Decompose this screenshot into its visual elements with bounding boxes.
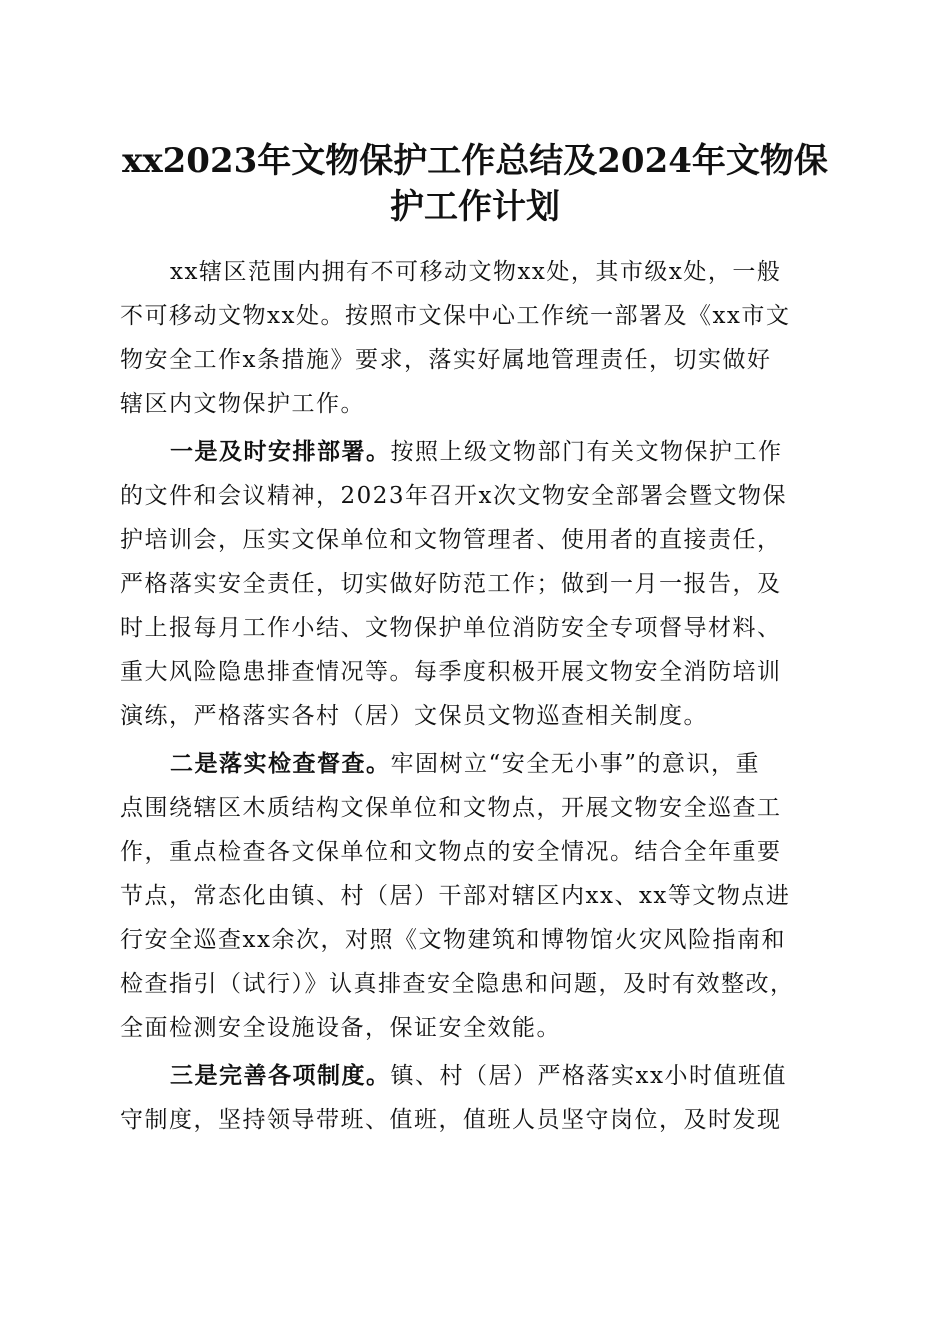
paragraph-line: 全面检测安全设施设备，保证安全效能。 xyxy=(120,1015,561,1041)
document-title xyxy=(110,138,840,230)
paragraph-line xyxy=(120,430,832,474)
section-lead-heading: 三是完善各项制度。 xyxy=(170,1062,391,1089)
paragraph-line: 重大风险隐患排查情况等。每季度积极开展文物安全消防培训 xyxy=(120,659,782,685)
paragraph-line: 时上报每月工作小结、文物保护单位消防安全专项督导材料、 xyxy=(120,615,782,641)
title-line: 护工作计划 xyxy=(390,187,560,227)
title-line: xx2023年文物保护工作总结及2024年文物保 xyxy=(122,141,828,181)
paragraph-line: 节点，常态化由镇、村（居）干部对辖区内xx、xx等文物点进 xyxy=(120,883,791,909)
document-body xyxy=(120,250,832,1146)
paragraph-line: 检查指引（试行）》认真排查安全隐患和问题，及时有效整改， xyxy=(120,971,795,997)
paragraph-line: 演练，严格落实各村（居）文保员文物巡查相关制度。 xyxy=(120,703,708,729)
paragraph-line: 辖区内文物保护工作。 xyxy=(120,391,365,417)
paragraph-text: 牢固树立“安全无小事”的意识，重 xyxy=(390,751,761,777)
paragraph-line: 不可移动文物xx处。按照市文保中心工作统一部署及《xx市文 xyxy=(120,303,791,329)
paragraph-text: 镇、村（居）严格落实xx小时值班值 xyxy=(390,1063,787,1089)
paragraph-line: 物安全工作x条措施》要求，落实好属地管理责任，切实做好 xyxy=(120,347,772,373)
paragraph-line: 严格落实安全责任，切实做好防范工作；做到一月一报告，及 xyxy=(120,571,782,597)
paragraph-line: 的文件和会议精神，2023年召开x次文物安全部署会暨文物保 xyxy=(120,483,788,509)
paragraph-line: 行安全巡查xx余次，对照《文物建筑和博物馆火灾风险指南和 xyxy=(120,927,786,953)
paragraph-line xyxy=(120,742,832,786)
section-lead-heading: 一是及时安排部署。 xyxy=(170,438,391,465)
paragraph-line: 守制度，坚持领导带班、值班，值班人员坚守岗位，及时发现 xyxy=(120,1107,782,1133)
section-paragraph-deployment xyxy=(120,430,832,738)
paragraph-line xyxy=(120,1054,832,1098)
section-lead-heading: 二是落实检查督查。 xyxy=(170,750,391,777)
section-paragraph-inspection xyxy=(120,742,832,1050)
paragraph-line: 护培训会，压实文保单位和文物管理者、使用者的直接责任， xyxy=(120,527,782,553)
intro-paragraph xyxy=(120,250,832,426)
paragraph-line: xx辖区范围内拥有不可移动文物xx处，其市级x处，一般 xyxy=(170,259,782,285)
paragraph-text: 按照上级文物部门有关文物保护工作 xyxy=(390,439,783,465)
section-paragraph-systems xyxy=(120,1054,832,1142)
paragraph-line: 点围绕辖区木质结构文保单位和文物点，开展文物安全巡查工 xyxy=(120,795,782,821)
paragraph-line: 作，重点检查各文保单位和文物点的安全情况。结合全年重要 xyxy=(120,839,782,865)
